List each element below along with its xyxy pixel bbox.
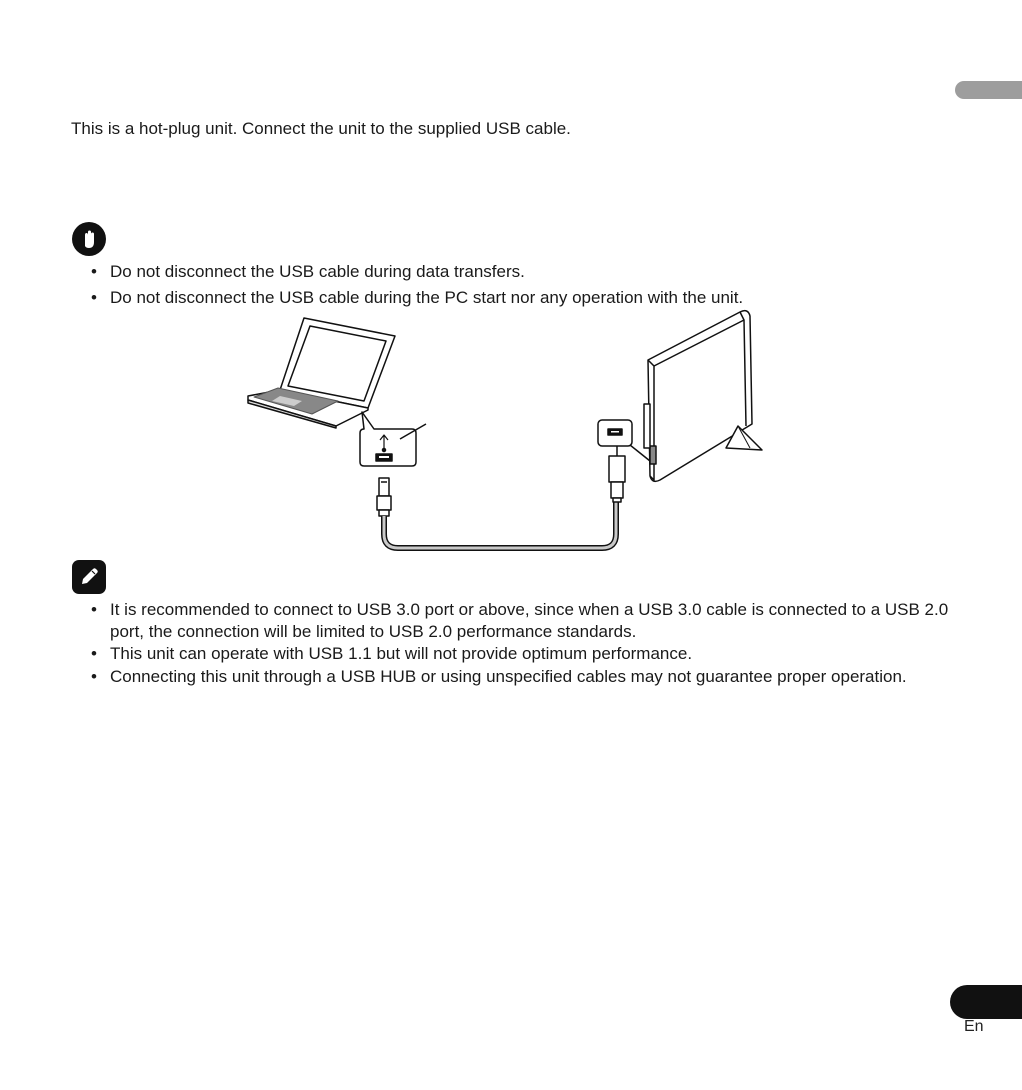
caution-item: • Do not disconnect the USB cable during the PC start nor any operation with the unit. xyxy=(71,287,971,309)
note-item: • This unit can operate with USB 1.1 but will not provide optimum performance. xyxy=(71,643,951,665)
section-tab xyxy=(955,81,1022,99)
note-list xyxy=(71,599,951,688)
usb-port-callout xyxy=(360,412,426,466)
caution-hand-icon xyxy=(72,222,106,256)
usb-cable xyxy=(384,500,616,548)
intro-text: This is a hot-plug unit. Connect the unit to the supplied USB cable. xyxy=(71,119,571,138)
note-pencil-icon xyxy=(72,560,106,594)
usb-a-plug xyxy=(377,478,391,516)
usb-connection-diagram xyxy=(240,308,780,558)
caution-list xyxy=(71,261,971,313)
caution-item: • Do not disconnect the USB cable during data transfers. xyxy=(71,261,971,283)
note-item: • Connecting this unit through a USB HUB or using unspecified cables may not guarantee proper operation. xyxy=(71,666,951,688)
page-number-tab xyxy=(950,985,1022,1019)
laptop-illustration xyxy=(248,318,395,428)
drive-port-callout xyxy=(598,420,650,461)
external-drive-illustration xyxy=(644,311,762,482)
language-label: En xyxy=(964,1018,984,1035)
note-item: • It is recommended to connect to USB 3.0 port or above, since when a USB 3.0 cable is connected to a USB 2.0 port, the connection will be limited to USB 2.0 performance standards. xyxy=(71,599,951,642)
